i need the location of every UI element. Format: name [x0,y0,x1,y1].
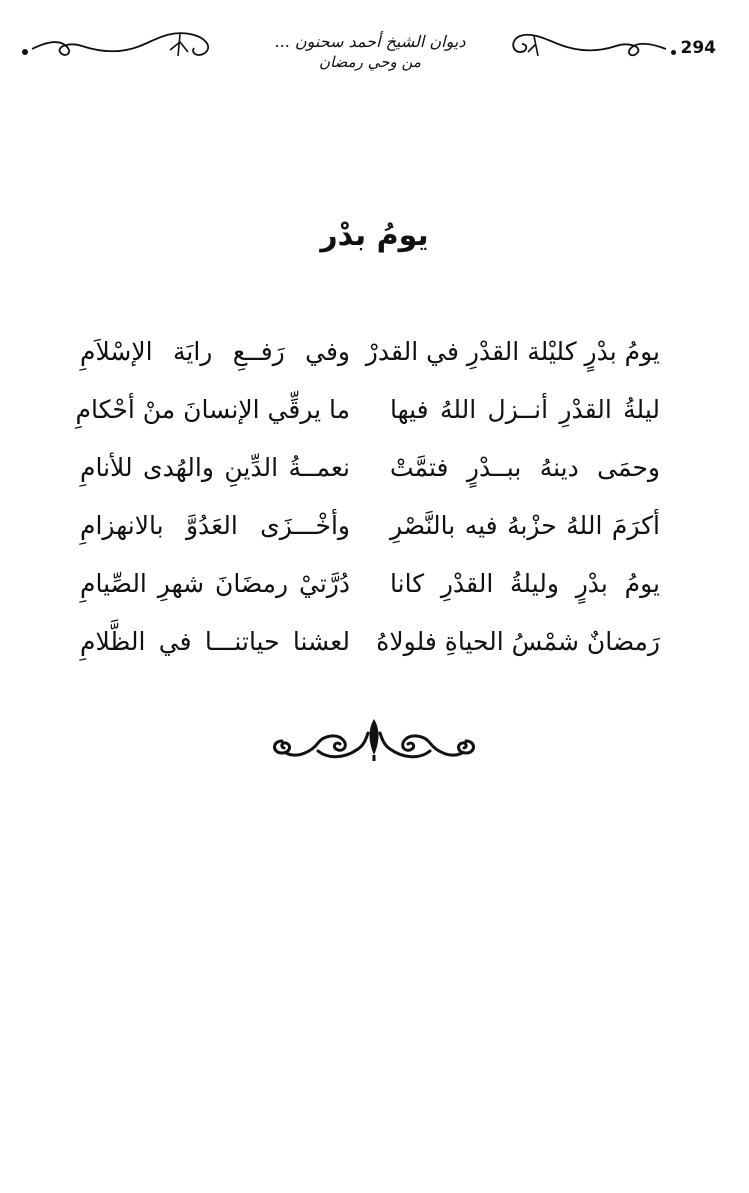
header-title [220,32,520,72]
header-right-flourish-icon [508,22,668,72]
verse-second-hemistich: لعشنا حياتنـــا في الظَّلامِ [80,627,350,656]
verse-first-hemistich: أكرَمَ اللهُ حزْبهُ فيه بالنَّصْرِ [390,511,660,540]
header-left-flourish-icon [30,22,220,72]
verse-line [80,448,660,506]
verse-line [80,564,660,622]
verse-first-hemistich: وحمَى دينهُ ببــدْرٍ فتمَّتْ [390,453,660,482]
book-title: ديوان الشيخ أحمد سحنون ... [274,32,466,51]
poem-verses [75,332,660,680]
fleuron-divider-icon [268,715,480,765]
section-title: من وحي رمضان [319,53,421,71]
verse-second-hemistich: ما يرقِّي الإنسانَ منْ أحْكامِ [75,395,350,424]
verse-line [75,390,660,448]
verse-second-hemistich: دُرَّتيْ رمضَانَ شهرِ الصِّيامِ [80,569,350,598]
verse-first-hemistich: رَمضانٌ شمْسُ الحياةِ فلولاهُ [376,627,660,656]
verse-line [80,622,660,680]
poem-title: يومُ بدْر [320,218,429,253]
verse-first-hemistich: يومُ بدْرٍ وليلةُ القدْرِ كانا [390,569,660,598]
header-dot-right [671,50,676,55]
verse-first-hemistich: ليلةُ القدْرِ أنــزل اللهُ فيها [390,395,660,424]
verse-second-hemistich: وأخْـــزَى العَدُوَّ بالانهزامِ [80,511,350,540]
verse-line [80,506,660,564]
verse-second-hemistich: نعمــةُ الدِّينِ والهُدى للأنامِ [80,453,350,482]
verse-line [80,332,660,390]
verse-first-hemistich: يومُ بدْرٍ كليْلة القدْرِ في القدرْ [365,337,660,366]
verse-second-hemistich: وفي رَفــعِ رايَة الإسْلاَمِ [80,337,350,366]
running-header [20,22,720,72]
page-number: 294 [680,38,716,58]
header-dot-left [22,49,28,55]
